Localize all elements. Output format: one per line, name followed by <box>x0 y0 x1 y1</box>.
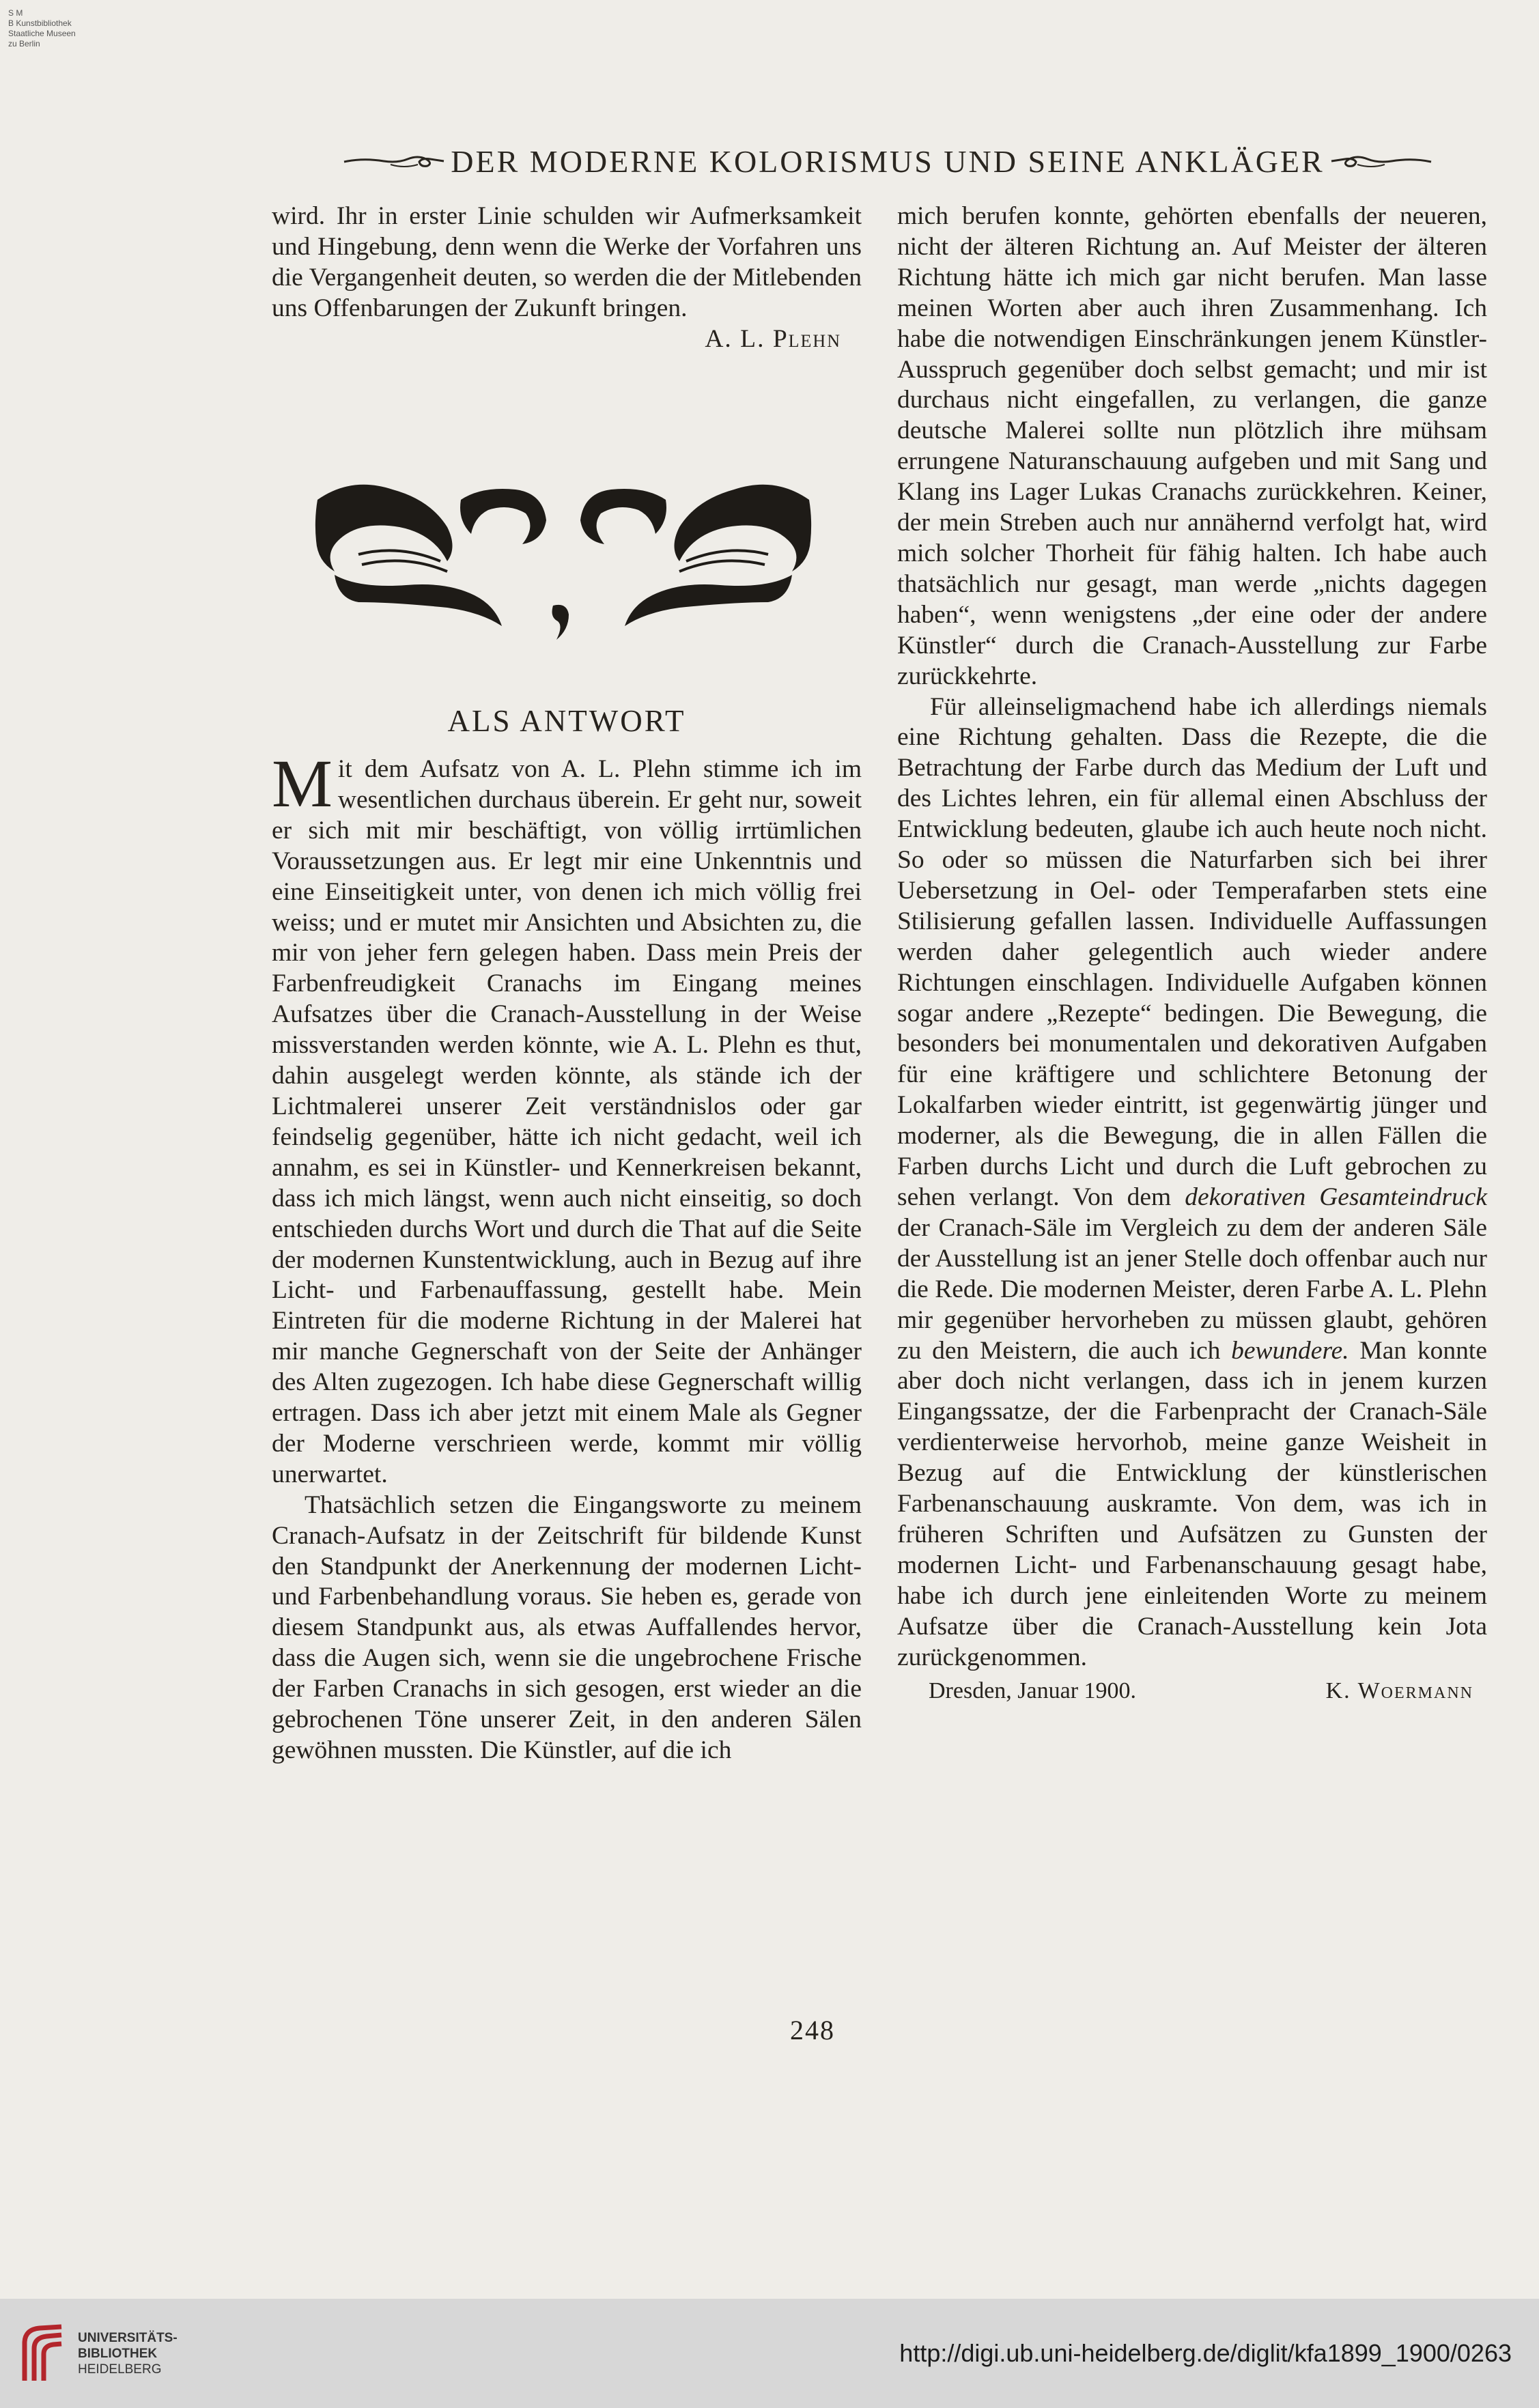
body-paragraph <box>897 692 1487 1673</box>
university-library-logo-icon <box>19 2323 67 2384</box>
emphasis-text: dekorativen Gesamteindruck <box>1185 1183 1487 1211</box>
drop-cap: M <box>272 746 333 821</box>
stamp-line: B Kunstbibliothek <box>8 18 72 28</box>
right-column <box>897 201 1487 1706</box>
header-flourish-left-icon <box>343 151 445 171</box>
logo-line: UNIVERSITÄTS- <box>78 2330 178 2345</box>
body-paragraph: mich berufen konnte, gehörten ebenfalls der neueren, nicht der älteren Richtung an. Auf Meister der älteren Richtung hätte ich mich gar nicht berufen. Man lasse meinen Worten aber auch ihren Zusammenhang. Ich habe die notwendigen Einschränkungen jenem Künstler-Ausspruch gegenüber doch selbst gemacht; und mir ist durchaus nicht eingefallen, zu verlangen, die ganze deutsche Malerei sollte nun plötzlich ihre mühsam errungene Naturanschauung aufgeben und mit Sang und Klang ins Lager Lukas Cranachs zurückkehren. Keiner, der mein Streben auch nur annähernd verfolgt hat, wird mich solcher Thorheit für fähig halten. Ich habe auch thatsächlich nur gesagt, man werde „nichts dagegen haben“, wenn wenigstens „der eine oder der andere Künstler“ durch die Cranach-Ausstellung zur Farbe zurückkehrte. <box>897 202 1487 690</box>
date-place: Dresden, Januar 1900. <box>929 1677 1137 1703</box>
paragraph-text: Man konnte aber doch nicht verlangen, dass ich in jenem kurzen Eingangssatze, der die Farbenpracht der Cranach-Säle verdienterweise hervorhob, meine ganze Weisheit in Bezug auf die Entwicklung der künstlerischen Farbenanschauung auskramte. Von dem, was ich in früheren Schriften und Aufsätzen zu Gunsten der modernen Licht- und Farbenanschauung gesagt habe, habe ich durch jene einleitenden Worte zu meinem Aufsatze über die Cranach-Ausstellung kein Jota zurückgenommen. <box>897 1336 1487 1671</box>
footer-bar <box>0 2299 1539 2408</box>
decorative-vignette-icon <box>311 459 816 643</box>
dateline <box>897 1673 1487 1707</box>
page-number: 248 <box>790 2015 835 2045</box>
stamp-line: Staatliche Museen <box>8 29 76 38</box>
emphasis-text: bewundere. <box>1231 1336 1349 1365</box>
author-signature-woermann: K. Woermann <box>1325 1677 1473 1703</box>
stamp-line: S M <box>8 8 23 18</box>
left-column-body <box>272 746 862 1766</box>
logo-line: HEIDELBERG <box>78 2362 162 2377</box>
stamp-line: zu Berlin <box>8 39 40 48</box>
intro-paragraph: wird. Ihr in erster Linie schulden wir Aufmerksamkeit und Hingebung, denn wenn die Werke der Vorfahren uns die Vergangenheit deuten, so werden die der Mitlebenden uns Offenbarungen der Zukunft bringen. <box>272 202 862 322</box>
permalink-url[interactable]: http://digi.ub.uni-heidelberg.de/diglit/kfa1899_1900/0263 <box>899 2339 1512 2367</box>
logo-line: BIBLIOTHEK <box>78 2346 158 2361</box>
logo-text <box>78 2330 178 2377</box>
body-paragraph: Thatsächlich setzen die Eingangsworte zu meinem Cranach-Aufsatz in der Zeitschrift für bildende Kunst den Standpunkt der Anerkennung der modernen Licht- und Farbenbehandlung voraus. Sie heben es, gerade von diesem Standpunkt aus, als etwas Auffallendes hervor, dass die Augen sich, wenn sie die ungebrochene Frische der Farben Cranachs in sich gesogen, erst wieder an die gebrochenen Töne unserer Zeit, in den anderen Sälen gewöhnen mussten. Die Künstler, auf die ich <box>272 1490 862 1764</box>
paragraph-text: der Cranach-Säle im Vergleich zu dem der anderen Säle der Ausstellung ist an jener Stelle doch offenbar auch nur die Rede. Die modernen Meister, deren Farbe A. L. Plehn mir gegenüber hervorheben zu müssen glaubt, gehören zu den Meistern, die auch ich <box>897 1213 1487 1365</box>
header-title: DER MODERNE KOLORISMUS UND SEINE ANKLÄGER <box>451 143 1325 179</box>
paragraph-text: Für alleinseligmachend habe ich allerdings niemals eine Richtung gehalten. Dass die Rezepte, die die Betrachtung der Farbe durch das Medium der Luft und des Lichtes lehren, ein für allemal einen Abschluss der Entwicklung bedeuten, glaube ich auch heute noch nicht. So oder so müssen die Naturfarben sich bei ihrer Uebersetzung in Oel- oder Temperafarben stets eine Stilisierung gefallen lassen. Individuelle Auffassungen werden daher gelegentlich auch wieder andere Richtungen einschlagen. Individuelle Aufgaben können sogar andere „Rezepte“ bedingen. Die Bewegung, die besonders bei monumentalen und dekorativen Aufgaben für eine kräftigere und schlichtere Betonung der Lokalfarben wieder eintritt, ist gegenwärtig jünger und moderner, als die Bewegung, die in allen Fällen die Farben durchs Licht und durch die Luft gebrochen zu sehen verlangt. Von dem <box>897 692 1487 1211</box>
section-title: ALS ANTWORT <box>447 704 686 738</box>
left-column <box>272 201 862 355</box>
body-paragraph <box>272 746 862 1490</box>
running-header <box>307 134 1468 188</box>
library-logo[interactable] <box>19 2323 178 2384</box>
paragraph-text: it dem Aufsatz von A. L. Plehn stimme ich im wesentlichen durchaus überein. Er geht nur, soweit er sich mit mir beschäftigt, von völlig irrtümlichen Voraussetzungen aus. Er legt mir eine Unkenntnis und eine Einseitigkeit unter, von denen ich mich völlig frei weiss; und er mutet mir Ansichten und Absichten zu, die mir von jeher fern gelegen haben. Dass mein Preis der Farbenfreudigkeit Cranachs im Eingang meines Aufsatzes über die Cranach-Ausstellung in der Weise missverstanden werden könnte, wie A. L. Plehn es thut, dahin ausgelegt werden könnte, als stände ich der Lichtmalerei unserer Zeit verständnislos oder gar feindselig gegenüber, hätte ich nicht gedacht, weil ich annahm, es sei in Künstler- und Kennerkreisen bekannt, dass ich mich längst, wenn auch nicht einseitig, so doch entschieden durchs Wort und durch die That auf die Seite der modernen Kunstentwicklung, auch in Bezug auf ihre Licht- und Farbenauffassung, gestellt habe. Mein Eintreten für die moderne Richtung in der Malerei hat mir manche Gegnerschaft von der Seite der Anhänger des Alten zugezogen. Ich habe diese Gegnerschaft willig ertragen. Dass ich aber jetzt mit einem Male als Gegner der Moderne verschrieen werde, kommt mir völlig unerwartet. <box>272 755 862 1488</box>
library-stamp <box>8 8 76 49</box>
header-flourish-right-icon <box>1330 151 1432 171</box>
author-signature-plehn: A. L. Plehn <box>705 324 841 353</box>
